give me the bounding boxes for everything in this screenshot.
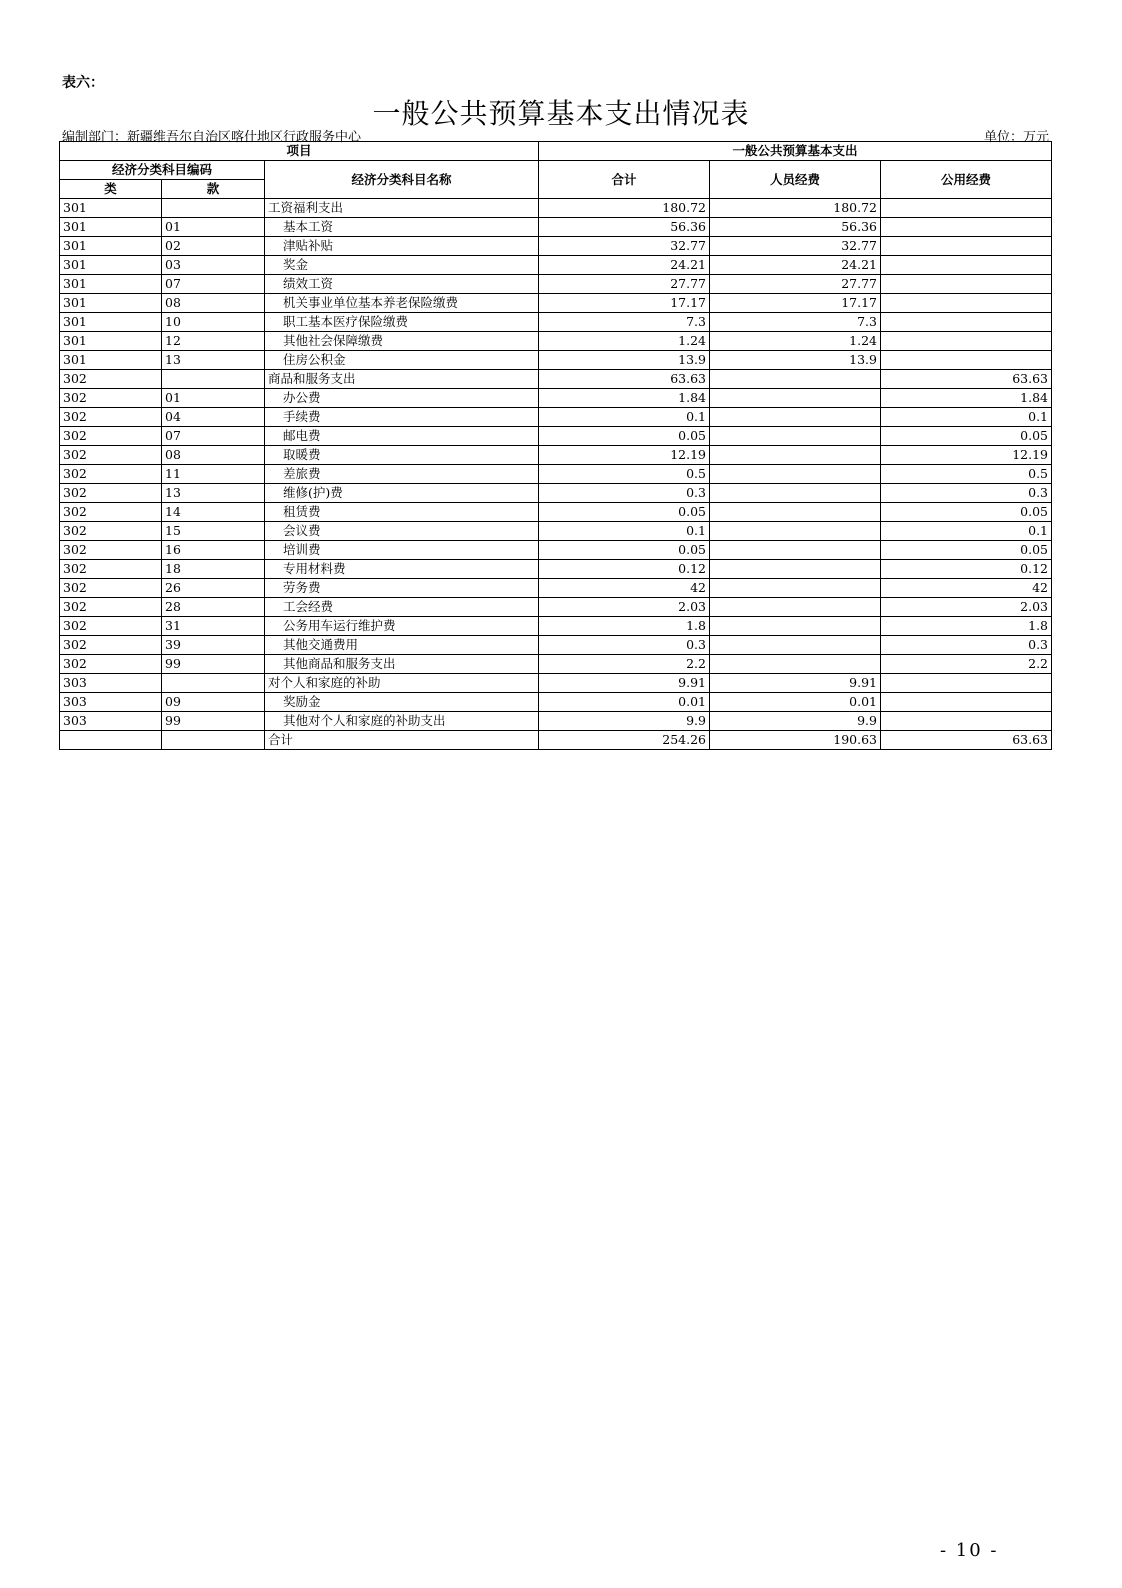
cell-personnel <box>710 484 881 503</box>
cell-lei: 302 <box>60 579 162 598</box>
cell-personnel: 190.63 <box>710 731 881 750</box>
cell-kuan: 28 <box>162 598 265 617</box>
cell-kuan: 12 <box>162 332 265 351</box>
cell-total: 0.12 <box>539 560 710 579</box>
table-row <box>60 408 1052 427</box>
cell-public <box>881 199 1052 218</box>
cell-name: 工资福利支出 <box>265 199 539 218</box>
cell-name: 取暖费 <box>265 446 539 465</box>
cell-kuan: 03 <box>162 256 265 275</box>
cell-lei: 301 <box>60 275 162 294</box>
cell-kuan: 01 <box>162 389 265 408</box>
cell-lei: 302 <box>60 427 162 446</box>
cell-total: 254.26 <box>539 731 710 750</box>
cell-lei: 302 <box>60 446 162 465</box>
cell-name: 邮电费 <box>265 427 539 446</box>
table-row <box>60 351 1052 370</box>
cell-kuan: 10 <box>162 313 265 332</box>
cell-total: 27.77 <box>539 275 710 294</box>
cell-kuan: 99 <box>162 655 265 674</box>
cell-name: 合计 <box>265 731 539 750</box>
cell-public <box>881 332 1052 351</box>
cell-kuan: 08 <box>162 446 265 465</box>
cell-personnel <box>710 370 881 389</box>
cell-public: 63.63 <box>881 731 1052 750</box>
cell-personnel <box>710 579 881 598</box>
header-budget: 一般公共预算基本支出 <box>539 142 1052 161</box>
table-row <box>60 465 1052 484</box>
cell-public <box>881 218 1052 237</box>
cell-lei: 302 <box>60 465 162 484</box>
cell-personnel <box>710 541 881 560</box>
cell-personnel <box>710 446 881 465</box>
table-row <box>60 693 1052 712</box>
cell-name: 其他商品和服务支出 <box>265 655 539 674</box>
cell-name: 奖金 <box>265 256 539 275</box>
table-row <box>60 313 1052 332</box>
cell-lei: 303 <box>60 712 162 731</box>
cell-personnel <box>710 465 881 484</box>
cell-kuan: 13 <box>162 351 265 370</box>
cell-total: 24.21 <box>539 256 710 275</box>
cell-personnel: 0.01 <box>710 693 881 712</box>
cell-name: 工会经费 <box>265 598 539 617</box>
cell-lei: 302 <box>60 560 162 579</box>
cell-name: 津贴补贴 <box>265 237 539 256</box>
table-row <box>60 484 1052 503</box>
cell-personnel <box>710 522 881 541</box>
cell-name: 商品和服务支出 <box>265 370 539 389</box>
cell-kuan: 02 <box>162 237 265 256</box>
cell-kuan: 08 <box>162 294 265 313</box>
cell-lei: 302 <box>60 522 162 541</box>
cell-lei: 301 <box>60 218 162 237</box>
table-row <box>60 275 1052 294</box>
cell-kuan: 13 <box>162 484 265 503</box>
header-item: 项目 <box>60 142 539 161</box>
cell-name: 其他社会保障缴费 <box>265 332 539 351</box>
cell-public: 0.5 <box>881 465 1052 484</box>
cell-total: 56.36 <box>539 218 710 237</box>
cell-personnel: 32.77 <box>710 237 881 256</box>
cell-total: 0.1 <box>539 522 710 541</box>
cell-kuan: 39 <box>162 636 265 655</box>
cell-name: 住房公积金 <box>265 351 539 370</box>
table-row <box>60 218 1052 237</box>
cell-public <box>881 313 1052 332</box>
cell-kuan: 15 <box>162 522 265 541</box>
cell-total: 0.3 <box>539 636 710 655</box>
header-lei: 类 <box>60 180 162 199</box>
cell-lei: 302 <box>60 370 162 389</box>
table-tag: 表六： <box>62 75 104 91</box>
cell-lei: 303 <box>60 674 162 693</box>
cell-public: 1.84 <box>881 389 1052 408</box>
cell-personnel: 7.3 <box>710 313 881 332</box>
cell-lei <box>60 731 162 750</box>
cell-lei: 302 <box>60 484 162 503</box>
cell-name: 公务用车运行维护费 <box>265 617 539 636</box>
cell-personnel <box>710 636 881 655</box>
table-row <box>60 294 1052 313</box>
cell-public: 1.8 <box>881 617 1052 636</box>
cell-total: 63.63 <box>539 370 710 389</box>
cell-lei: 302 <box>60 389 162 408</box>
cell-total: 0.1 <box>539 408 710 427</box>
cell-kuan <box>162 731 265 750</box>
cell-kuan: 04 <box>162 408 265 427</box>
cell-total: 0.01 <box>539 693 710 712</box>
table-row <box>60 636 1052 655</box>
cell-public: 2.03 <box>881 598 1052 617</box>
cell-public <box>881 237 1052 256</box>
table-row <box>60 332 1052 351</box>
cell-lei: 302 <box>60 541 162 560</box>
table-row <box>60 389 1052 408</box>
cell-public: 0.05 <box>881 503 1052 522</box>
cell-lei: 301 <box>60 294 162 313</box>
table-row <box>60 579 1052 598</box>
header-personnel: 人员经费 <box>710 161 881 199</box>
cell-total: 180.72 <box>539 199 710 218</box>
cell-name: 其他交通费用 <box>265 636 539 655</box>
cell-name: 差旅费 <box>265 465 539 484</box>
cell-public: 0.05 <box>881 427 1052 446</box>
cell-personnel <box>710 598 881 617</box>
cell-name: 会议费 <box>265 522 539 541</box>
cell-lei: 302 <box>60 408 162 427</box>
cell-total: 0.05 <box>539 427 710 446</box>
table-row <box>60 731 1052 750</box>
cell-lei: 302 <box>60 636 162 655</box>
cell-total: 0.05 <box>539 503 710 522</box>
cell-total: 42 <box>539 579 710 598</box>
cell-kuan: 07 <box>162 275 265 294</box>
cell-lei: 302 <box>60 598 162 617</box>
cell-name: 劳务费 <box>265 579 539 598</box>
table-row <box>60 712 1052 731</box>
cell-total: 2.03 <box>539 598 710 617</box>
cell-lei: 302 <box>60 617 162 636</box>
cell-total: 1.84 <box>539 389 710 408</box>
cell-name: 手续费 <box>265 408 539 427</box>
table-row <box>60 522 1052 541</box>
header-code: 经济分类科目编码 <box>60 161 265 180</box>
table-row <box>60 427 1052 446</box>
table-row <box>60 541 1052 560</box>
cell-total: 12.19 <box>539 446 710 465</box>
cell-public <box>881 712 1052 731</box>
cell-total: 1.8 <box>539 617 710 636</box>
table-row <box>60 256 1052 275</box>
cell-kuan: 11 <box>162 465 265 484</box>
cell-name: 绩效工资 <box>265 275 539 294</box>
cell-kuan: 26 <box>162 579 265 598</box>
cell-total: 17.17 <box>539 294 710 313</box>
cell-lei: 302 <box>60 503 162 522</box>
table-row <box>60 503 1052 522</box>
cell-personnel: 27.77 <box>710 275 881 294</box>
cell-personnel: 56.36 <box>710 218 881 237</box>
budget-table <box>59 141 1052 750</box>
cell-public <box>881 693 1052 712</box>
header-public: 公用经费 <box>881 161 1052 199</box>
table-row <box>60 199 1052 218</box>
cell-kuan: 07 <box>162 427 265 446</box>
cell-total: 1.24 <box>539 332 710 351</box>
cell-personnel <box>710 617 881 636</box>
page-title: 一般公共预算基本支出情况表 <box>372 97 750 130</box>
cell-public: 42 <box>881 579 1052 598</box>
cell-total: 13.9 <box>539 351 710 370</box>
table-row <box>60 446 1052 465</box>
cell-public: 0.1 <box>881 522 1052 541</box>
header-name: 经济分类科目名称 <box>265 161 539 199</box>
cell-lei: 301 <box>60 237 162 256</box>
cell-name: 专用材料费 <box>265 560 539 579</box>
page-number: - 10 - <box>940 1540 999 1561</box>
cell-public <box>881 275 1052 294</box>
cell-total: 7.3 <box>539 313 710 332</box>
cell-kuan <box>162 674 265 693</box>
cell-personnel <box>710 427 881 446</box>
table-row <box>60 237 1052 256</box>
cell-kuan <box>162 370 265 389</box>
cell-name: 办公费 <box>265 389 539 408</box>
cell-name: 维修(护)费 <box>265 484 539 503</box>
header-kuan: 款 <box>162 180 265 199</box>
table-body <box>60 199 1052 750</box>
table-row <box>60 598 1052 617</box>
table-row <box>60 370 1052 389</box>
cell-public: 2.2 <box>881 655 1052 674</box>
cell-total: 32.77 <box>539 237 710 256</box>
cell-lei: 301 <box>60 351 162 370</box>
cell-total: 0.5 <box>539 465 710 484</box>
cell-personnel: 13.9 <box>710 351 881 370</box>
cell-name: 租赁费 <box>265 503 539 522</box>
cell-kuan: 18 <box>162 560 265 579</box>
cell-personnel: 180.72 <box>710 199 881 218</box>
cell-total: 0.05 <box>539 541 710 560</box>
cell-name: 职工基本医疗保险缴费 <box>265 313 539 332</box>
cell-name: 对个人和家庭的补助 <box>265 674 539 693</box>
cell-personnel <box>710 503 881 522</box>
cell-lei: 301 <box>60 332 162 351</box>
cell-public <box>881 256 1052 275</box>
cell-public: 0.05 <box>881 541 1052 560</box>
cell-kuan: 99 <box>162 712 265 731</box>
cell-public: 63.63 <box>881 370 1052 389</box>
cell-personnel <box>710 655 881 674</box>
cell-public <box>881 674 1052 693</box>
cell-kuan <box>162 199 265 218</box>
cell-kuan: 16 <box>162 541 265 560</box>
cell-lei: 302 <box>60 655 162 674</box>
cell-total: 0.3 <box>539 484 710 503</box>
cell-lei: 303 <box>60 693 162 712</box>
cell-public: 0.3 <box>881 484 1052 503</box>
cell-name: 培训费 <box>265 541 539 560</box>
cell-name: 基本工资 <box>265 218 539 237</box>
cell-name: 机关事业单位基本养老保险缴费 <box>265 294 539 313</box>
cell-kuan: 09 <box>162 693 265 712</box>
table-row <box>60 617 1052 636</box>
department-label: 编制部门：新疆维吾尔自治区喀什地区行政服务中心 <box>62 130 362 145</box>
cell-personnel: 9.9 <box>710 712 881 731</box>
table-row <box>60 655 1052 674</box>
cell-public: 0.1 <box>881 408 1052 427</box>
cell-personnel <box>710 389 881 408</box>
cell-lei: 301 <box>60 313 162 332</box>
cell-kuan: 01 <box>162 218 265 237</box>
cell-total: 9.91 <box>539 674 710 693</box>
cell-personnel <box>710 408 881 427</box>
cell-public <box>881 294 1052 313</box>
cell-lei: 301 <box>60 256 162 275</box>
cell-personnel: 1.24 <box>710 332 881 351</box>
header-total: 合计 <box>539 161 710 199</box>
cell-kuan: 14 <box>162 503 265 522</box>
cell-total: 9.9 <box>539 712 710 731</box>
cell-personnel: 9.91 <box>710 674 881 693</box>
cell-public: 0.3 <box>881 636 1052 655</box>
cell-lei: 301 <box>60 199 162 218</box>
cell-personnel: 17.17 <box>710 294 881 313</box>
cell-kuan: 31 <box>162 617 265 636</box>
cell-public <box>881 351 1052 370</box>
cell-personnel <box>710 560 881 579</box>
cell-total: 2.2 <box>539 655 710 674</box>
cell-personnel: 24.21 <box>710 256 881 275</box>
unit-label: 单位：万元 <box>983 130 1049 145</box>
cell-name: 其他对个人和家庭的补助支出 <box>265 712 539 731</box>
table-row <box>60 674 1052 693</box>
cell-name: 奖励金 <box>265 693 539 712</box>
cell-public: 12.19 <box>881 446 1052 465</box>
table-row <box>60 560 1052 579</box>
cell-public: 0.12 <box>881 560 1052 579</box>
